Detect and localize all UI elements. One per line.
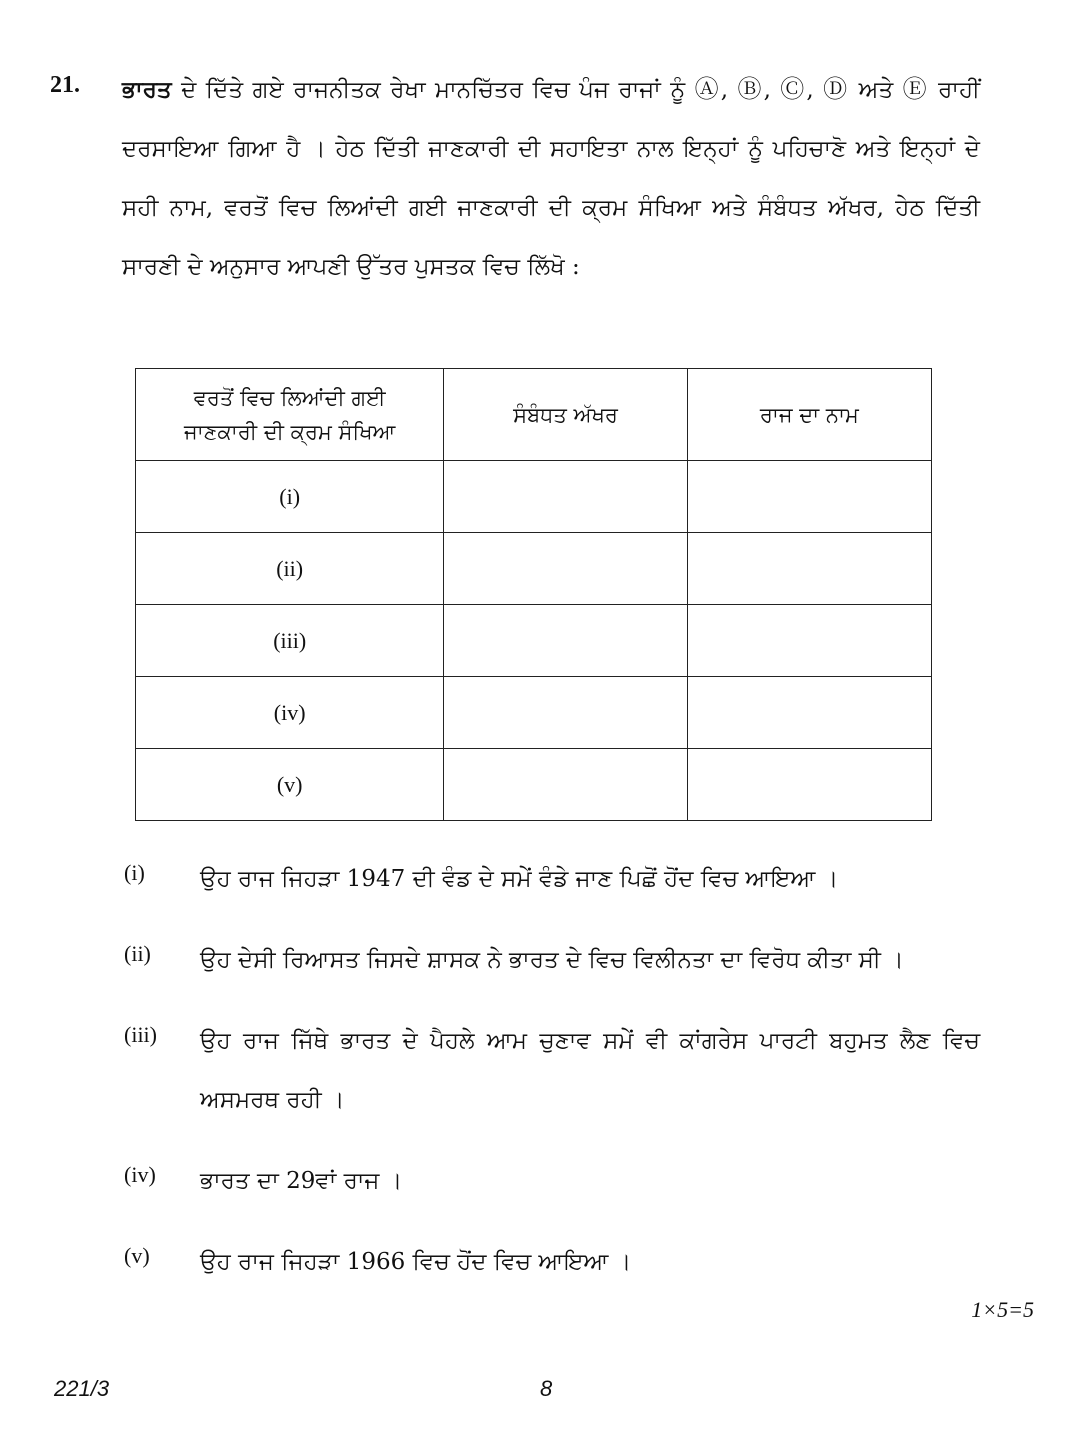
row-letter-cell xyxy=(444,677,687,749)
marks-allocation: 1×5=5 xyxy=(971,1297,1034,1322)
item-text: ਭਾਰਤ ਦਾ 29ਵਾਂ ਰਾਜ । xyxy=(200,1168,403,1194)
list-item xyxy=(124,1152,980,1211)
table-row xyxy=(136,677,932,749)
question-text xyxy=(122,60,980,297)
row-serial: (v) xyxy=(136,749,444,821)
question-text-part1: ਦੇ ਦਿੱਤੇ ਗਏ ਰਾਜਨੀਤਕ ਰੇਖਾ ਮਾਨਚਿੱਤਰ ਵਿਚ ਪੰਜ ਰਾਜਾਂ ਨੂੰ xyxy=(171,77,695,103)
question-text-part3: ਰਾਹੀਂ ਦਰਸਾਇਆ ਗਿਆ ਹੈ । ਹੇਠ ਦਿੱਤੀ ਜਾਣਕਾਰੀ ਦੀ ਸਹਾਇਤਾ ਨਾਲ ਇਨ੍ਹਾਂ ਨੂੰ ਪਹਿਚਾਣੋ ਅਤੇ ਇਨ੍ਹਾਂ ਦੇ ਸਹੀ ਨਾਮ, ਵਰਤੋਂ ਵਿਚ ਲਿਆਂਦੀ ਗਈ ਜਾਣਕਾਰੀ ਦੀ ਕ੍ਰਮ ਸੰਖਿਆ ਅਤੇ ਸੰਬੰਧਤ ਅੱਖਰ, ਹੇਠ ਦਿੱਤੀ ਸਾਰਣੀ ਦੇ ਅਨੁਸਾਰ ਆਪਣੀ ਉੱਤਰ ਪੁਸਤਕ ਵਿਚ ਲਿੱਖੋ : xyxy=(122,77,981,280)
row-letter-cell xyxy=(444,461,687,533)
list-item xyxy=(124,1233,980,1292)
row-serial: (iv) xyxy=(136,677,444,749)
page-number: 8 xyxy=(540,1376,553,1401)
answer-table xyxy=(135,368,932,821)
table-header-row xyxy=(136,369,932,461)
row-name-cell xyxy=(687,677,931,749)
question-number: 21. xyxy=(50,72,80,98)
row-name-cell xyxy=(687,605,931,677)
row-serial: (ii) xyxy=(136,533,444,605)
item-text: ਉਹ ਰਾਜ ਜਿਹੜਾ 1947 ਦੀ ਵੰਡ ਦੇ ਸਮੇਂ ਵੰਡੇ ਜਾਣ ਪਿਛੋਂ ਹੋਂਦ ਵਿਚ ਆਇਆ । xyxy=(200,866,839,892)
question-bold-word: ਭਾਰਤ xyxy=(122,76,172,103)
list-item xyxy=(124,931,980,990)
separator: , xyxy=(720,77,738,103)
row-name-cell xyxy=(687,461,931,533)
list-item xyxy=(124,850,980,909)
circle-a-label: Ⓐ xyxy=(694,75,721,103)
circle-b-label: Ⓑ xyxy=(737,75,764,103)
row-letter-cell xyxy=(444,533,687,605)
separator: , xyxy=(806,77,824,103)
item-text: ਉਹ ਰਾਜ ਜਿਹੜਾ 1966 ਵਿਚ ਹੋਂਦ ਵਿਚ ਆਇਆ । xyxy=(200,1249,632,1275)
separator: , xyxy=(763,77,781,103)
table-row xyxy=(136,749,932,821)
table-row xyxy=(136,605,932,677)
row-letter-cell xyxy=(444,749,687,821)
circle-d-label: Ⓓ xyxy=(823,75,850,103)
item-label: (ii) xyxy=(124,941,151,966)
row-name-cell xyxy=(687,749,931,821)
table-row xyxy=(136,533,932,605)
row-name-cell xyxy=(687,533,931,605)
item-text: ਉਹ ਦੇਸੀ ਰਿਆਸਤ ਜਿਸਦੇ ਸ਼ਾਸਕ ਨੇ ਭਾਰਤ ਦੇ ਵਿਚ ਵਿਲੀਨਤਾ ਦਾ ਵਿਰੋਧ ਕੀਤਾ ਸੀ । xyxy=(200,947,904,973)
header-letter: ਸੰਬੰਧਤ ਅੱਖਰ xyxy=(444,369,687,461)
circle-c-label: Ⓒ xyxy=(780,75,807,103)
header-serial xyxy=(136,369,444,461)
item-label: (iii) xyxy=(124,1022,157,1047)
row-serial: (iii) xyxy=(136,605,444,677)
list-item xyxy=(124,1012,980,1130)
item-label: (i) xyxy=(124,860,145,885)
circle-e-label: Ⓔ xyxy=(902,75,929,103)
clue-list xyxy=(124,850,980,1314)
question-text-part2: ਅਤੇ xyxy=(849,77,903,103)
header-serial-text: ਵਰਤੋਂ ਵਿਚ ਲਿਆਂਦੀ ਗਈ ਜਾਣਕਾਰੀ ਦੀ ਕ੍ਰਮ ਸੰਖਿਆ xyxy=(183,385,396,444)
item-label: (v) xyxy=(124,1243,150,1268)
paper-code: 221/3 xyxy=(54,1376,110,1401)
row-serial: (i) xyxy=(136,461,444,533)
table-row xyxy=(136,461,932,533)
row-letter-cell xyxy=(444,605,687,677)
item-label: (iv) xyxy=(124,1162,156,1187)
item-text: ਉਹ ਰਾਜ ਜਿੱਥੇ ਭਾਰਤ ਦੇ ਪੈਹਲੇ ਆਮ ਚੁਣਾਵ ਸਮੇਂ ਵੀ ਕਾਂਗਰੇਸ ਪਾਰਟੀ ਬਹੁਮਤ ਲੈਣ ਵਿਚ ਅਸਮਰਥ ਰਹੀ । xyxy=(200,1028,980,1113)
header-state-name: ਰਾਜ ਦਾ ਨਾਮ xyxy=(687,369,931,461)
